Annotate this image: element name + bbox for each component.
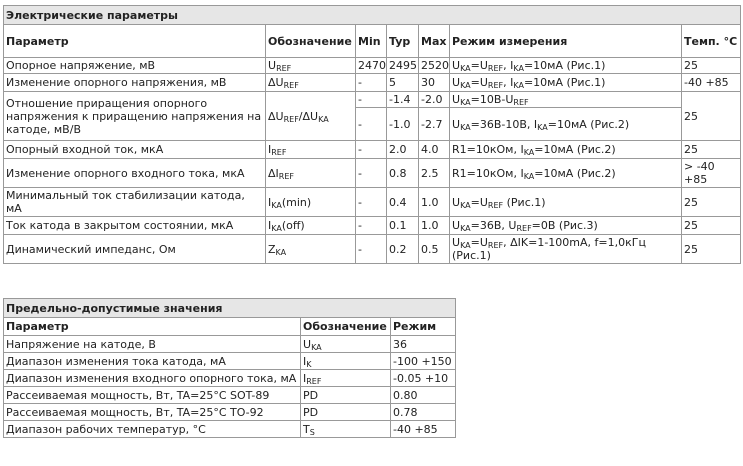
temperature: 25 bbox=[682, 92, 741, 141]
measure-mode: $U_{KA}=U_{REF}$ (Рис.1) bbox=[450, 188, 682, 217]
min-value: - bbox=[356, 92, 387, 108]
max-value: 2.5 bbox=[419, 159, 450, 188]
measure-mode: R1=10кОм, $I_{KA}=10мА$ (Рис.2) bbox=[450, 141, 682, 159]
temperature: -40 +85 bbox=[682, 74, 741, 92]
max-value: 1.0 bbox=[419, 217, 450, 235]
param-symbol: $I_{REF}$ bbox=[266, 141, 356, 159]
param-name: Опорное напряжение, мВ bbox=[4, 58, 266, 74]
min-value: 2470 bbox=[356, 58, 387, 74]
min-value: - bbox=[356, 159, 387, 188]
max-value: -2.7 bbox=[419, 108, 450, 141]
temperature: 25 bbox=[682, 188, 741, 217]
measure-mode: $U_{KA}=U_{REF}$, $I_{KA}=10мА$ (Рис.1) bbox=[450, 58, 682, 74]
col-header-mode: Режим измерения bbox=[450, 25, 682, 58]
limit-param-name: Рассеиваемая мощность, Вт, TA=25°C TO-92 bbox=[4, 404, 301, 421]
param-symbol: $I_{KA}(\min)$ bbox=[266, 188, 356, 217]
col-header-min: Min bbox=[356, 25, 387, 58]
measure-mode: R1=10кОм, $I_{KA}=10мА$ (Рис.2) bbox=[450, 159, 682, 188]
table-row bbox=[4, 370, 456, 387]
measure-mode: $U_{KA}=36В-10В$, $I_{KA}=10мА$ (Рис.2) bbox=[450, 108, 682, 141]
param-symbol: $Z_{KA}$ bbox=[266, 235, 356, 264]
limits-col-header-mode: Режим bbox=[391, 318, 456, 336]
table-row bbox=[4, 217, 741, 235]
param-name: Минимальный ток стабилизации катода, мА bbox=[4, 188, 266, 217]
limit-param-name: Напряжение на катоде, В bbox=[4, 336, 301, 353]
min-value: - bbox=[356, 188, 387, 217]
table-row bbox=[4, 188, 741, 217]
limits-table bbox=[3, 298, 456, 438]
limit-param-symbol: $I_K$ bbox=[301, 353, 391, 370]
limit-param-symbol: PD bbox=[301, 387, 391, 404]
temperature: > -40 +85 bbox=[682, 159, 741, 188]
max-value: 30 bbox=[419, 74, 450, 92]
typ-value: 0.2 bbox=[387, 235, 419, 264]
electrical-params-title: Электрические параметры bbox=[4, 6, 741, 25]
param-symbol: $\Delta U_{REF}/\Delta U_{KA}$ bbox=[266, 92, 356, 141]
typ-value: 0.8 bbox=[387, 159, 419, 188]
limit-value: -0.05 +10 bbox=[391, 370, 456, 387]
table-row bbox=[4, 92, 741, 108]
table-row bbox=[4, 404, 456, 421]
measure-mode: $U_{KA}=10В-U_{REF}$ bbox=[450, 92, 682, 108]
typ-value: -1.4 bbox=[387, 92, 419, 108]
table-row bbox=[4, 421, 456, 438]
table-row bbox=[4, 141, 741, 159]
param-name: Динамический импеданс, Ом bbox=[4, 235, 266, 264]
table-row bbox=[4, 235, 741, 264]
table-row bbox=[4, 74, 741, 92]
param-symbol: $U_{REF}$ bbox=[266, 58, 356, 74]
measure-mode: $U_{KA}=U_{REF}$, $I_{KA}=10мА$ (Рис.1) bbox=[450, 74, 682, 92]
param-name: Отношение приращения опорного напряжения к приращению напряжения на катоде, мВ/В bbox=[4, 92, 266, 141]
col-header-typ: Typ bbox=[387, 25, 419, 58]
table-row bbox=[4, 159, 741, 188]
table-row bbox=[4, 336, 456, 353]
limit-value: -100 +150 bbox=[391, 353, 456, 370]
max-value: 4.0 bbox=[419, 141, 450, 159]
col-header-max: Max bbox=[419, 25, 450, 58]
min-value: - bbox=[356, 141, 387, 159]
param-name: Изменение опорного входного тока, мкА bbox=[4, 159, 266, 188]
limit-param-name: Рассеиваемая мощность, Вт, TA=25°C SOT-89 bbox=[4, 387, 301, 404]
max-value: 1.0 bbox=[419, 188, 450, 217]
min-value: - bbox=[356, 74, 387, 92]
param-name: Изменение опорного напряжения, мВ bbox=[4, 74, 266, 92]
limit-param-name: Диапазон рабочих температур, °C bbox=[4, 421, 301, 438]
limit-param-name: Диапазон изменения входного опорного тока, мА bbox=[4, 370, 301, 387]
param-symbol: $\Delta I_{REF}$ bbox=[266, 159, 356, 188]
measure-mode: $U_{KA}=36В$, $U_{REF}=0В$ (Рис.3) bbox=[450, 217, 682, 235]
limit-param-symbol: $I_{REF}$ bbox=[301, 370, 391, 387]
typ-value: 2.0 bbox=[387, 141, 419, 159]
electrical-params-table bbox=[3, 5, 741, 264]
col-header-temp: Темп. °C bbox=[682, 25, 741, 58]
temperature: 25 bbox=[682, 235, 741, 264]
col-header-param: Параметр bbox=[4, 25, 266, 58]
param-symbol: $\Delta U_{REF}$ bbox=[266, 74, 356, 92]
typ-value: 0.1 bbox=[387, 217, 419, 235]
temperature: 25 bbox=[682, 58, 741, 74]
typ-value: -1.0 bbox=[387, 108, 419, 141]
limit-param-symbol: $U_{KA}$ bbox=[301, 336, 391, 353]
limits-col-header-symbol: Обозначение bbox=[301, 318, 391, 336]
param-name: Ток катода в закрытом состоянии, мкА bbox=[4, 217, 266, 235]
min-value: - bbox=[356, 235, 387, 264]
typ-value: 0.4 bbox=[387, 188, 419, 217]
limit-value: 0.80 bbox=[391, 387, 456, 404]
limit-param-name: Диапазон изменения тока катода, мА bbox=[4, 353, 301, 370]
table-row bbox=[4, 387, 456, 404]
typ-value: 2495 bbox=[387, 58, 419, 74]
limits-title: Предельно-допустимые значения bbox=[4, 299, 456, 318]
max-value: 2520 bbox=[419, 58, 450, 74]
min-value: - bbox=[356, 108, 387, 141]
limits-col-header-param: Параметр bbox=[4, 318, 301, 336]
max-value: 0.5 bbox=[419, 235, 450, 264]
limit-value: -40 +85 bbox=[391, 421, 456, 438]
param-symbol: $I_{KA}(off)$ bbox=[266, 217, 356, 235]
limit-param-symbol: $T_S$ bbox=[301, 421, 391, 438]
temperature: 25 bbox=[682, 141, 741, 159]
limit-value: 36 bbox=[391, 336, 456, 353]
typ-value: 5 bbox=[387, 74, 419, 92]
col-header-symbol: Обозначение bbox=[266, 25, 356, 58]
param-name: Опорный входной ток, мкА bbox=[4, 141, 266, 159]
table-row bbox=[4, 58, 741, 74]
limit-param-symbol: PD bbox=[301, 404, 391, 421]
min-value: - bbox=[356, 217, 387, 235]
limit-value: 0.78 bbox=[391, 404, 456, 421]
temperature: 25 bbox=[682, 217, 741, 235]
max-value: -2.0 bbox=[419, 92, 450, 108]
table-row bbox=[4, 353, 456, 370]
measure-mode: $U_{KA}=U_{REF}$, ΔIK=1-100mA, f=1,0кГц (Рис.1) bbox=[450, 235, 682, 264]
